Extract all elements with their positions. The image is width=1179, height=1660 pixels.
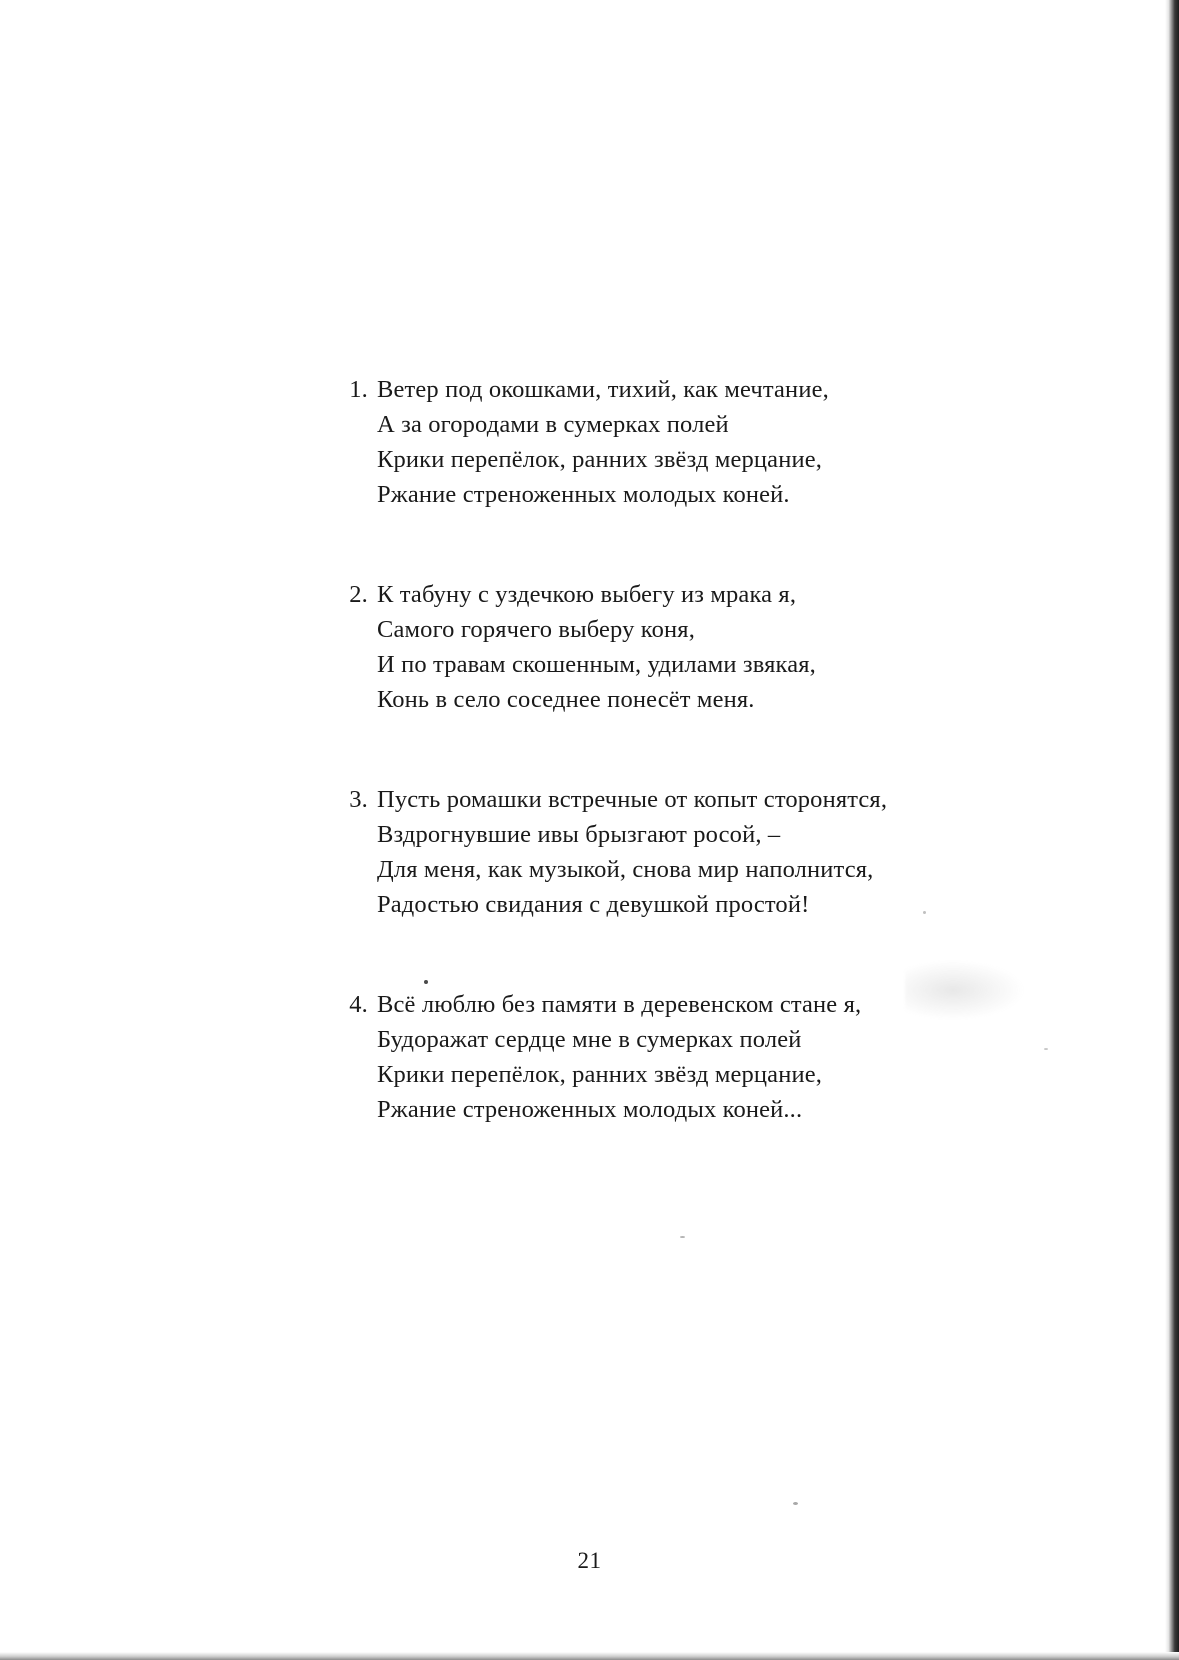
scan-speck [680, 1236, 685, 1238]
poem-line: Для меня, как музыкой, снова мир наполнится, [377, 856, 874, 883]
poem-line: Вздрогнувшие ивы брызгают росой, – [377, 821, 781, 848]
stanza-number: 2. [349, 581, 368, 608]
scan-edge-bottom [0, 1652, 1179, 1660]
scan-speck [923, 911, 926, 914]
scan-speck [793, 1502, 798, 1505]
poem-line: К табуну с уздечкою выбегу из мрака я, [377, 581, 797, 608]
stanza [338, 372, 958, 512]
stanza [338, 577, 958, 717]
scan-smudge [905, 960, 1025, 1020]
stanza-lines [377, 372, 829, 512]
poem-line: Крики перепёлок, ранних звёзд мерцание, [377, 1061, 823, 1088]
stanza-number: 1. [349, 376, 368, 403]
scan-speck [1044, 1048, 1048, 1050]
poem-line: Ветер под окошками, тихий, как мечтание, [377, 376, 829, 403]
poem-line: А за огородами в сумерках полей [377, 411, 729, 438]
stanza [338, 782, 958, 922]
stanza-lines [377, 782, 887, 922]
stanza-number: 4. [349, 991, 368, 1018]
poem-line: Всё люблю без памяти в деревенском стане я, [377, 991, 862, 1018]
stanza-lines [377, 987, 861, 1127]
scan-speck [424, 980, 428, 984]
stanza [338, 987, 958, 1127]
poem-line: Ржание стреноженных молодых коней. [377, 481, 790, 508]
poem-body [338, 372, 958, 1127]
poem-line: Крики перепёлок, ранних звёзд мерцание, [377, 446, 823, 473]
poem-line: Ржание стреноженных молодых коней... [377, 1096, 803, 1123]
poem-line: Радостью свидания с девушкой простой! [377, 891, 810, 918]
poem-line: Конь в село соседнее понесёт меня. [377, 686, 755, 713]
page-number: 21 [577, 1548, 602, 1573]
stanza-number: 3. [349, 786, 368, 813]
stanza-lines [377, 577, 816, 717]
poem-line: Будоражат сердце мне в сумерках полей [377, 1026, 802, 1053]
poem-line: Пусть ромашки встречные от копыт сторонятся, [377, 786, 888, 813]
scan-edge-right [1165, 0, 1179, 1660]
poem-line: Самого горячего выберу коня, [377, 616, 695, 643]
poem-line: И по травам скошенным, удилами звякая, [377, 651, 816, 678]
